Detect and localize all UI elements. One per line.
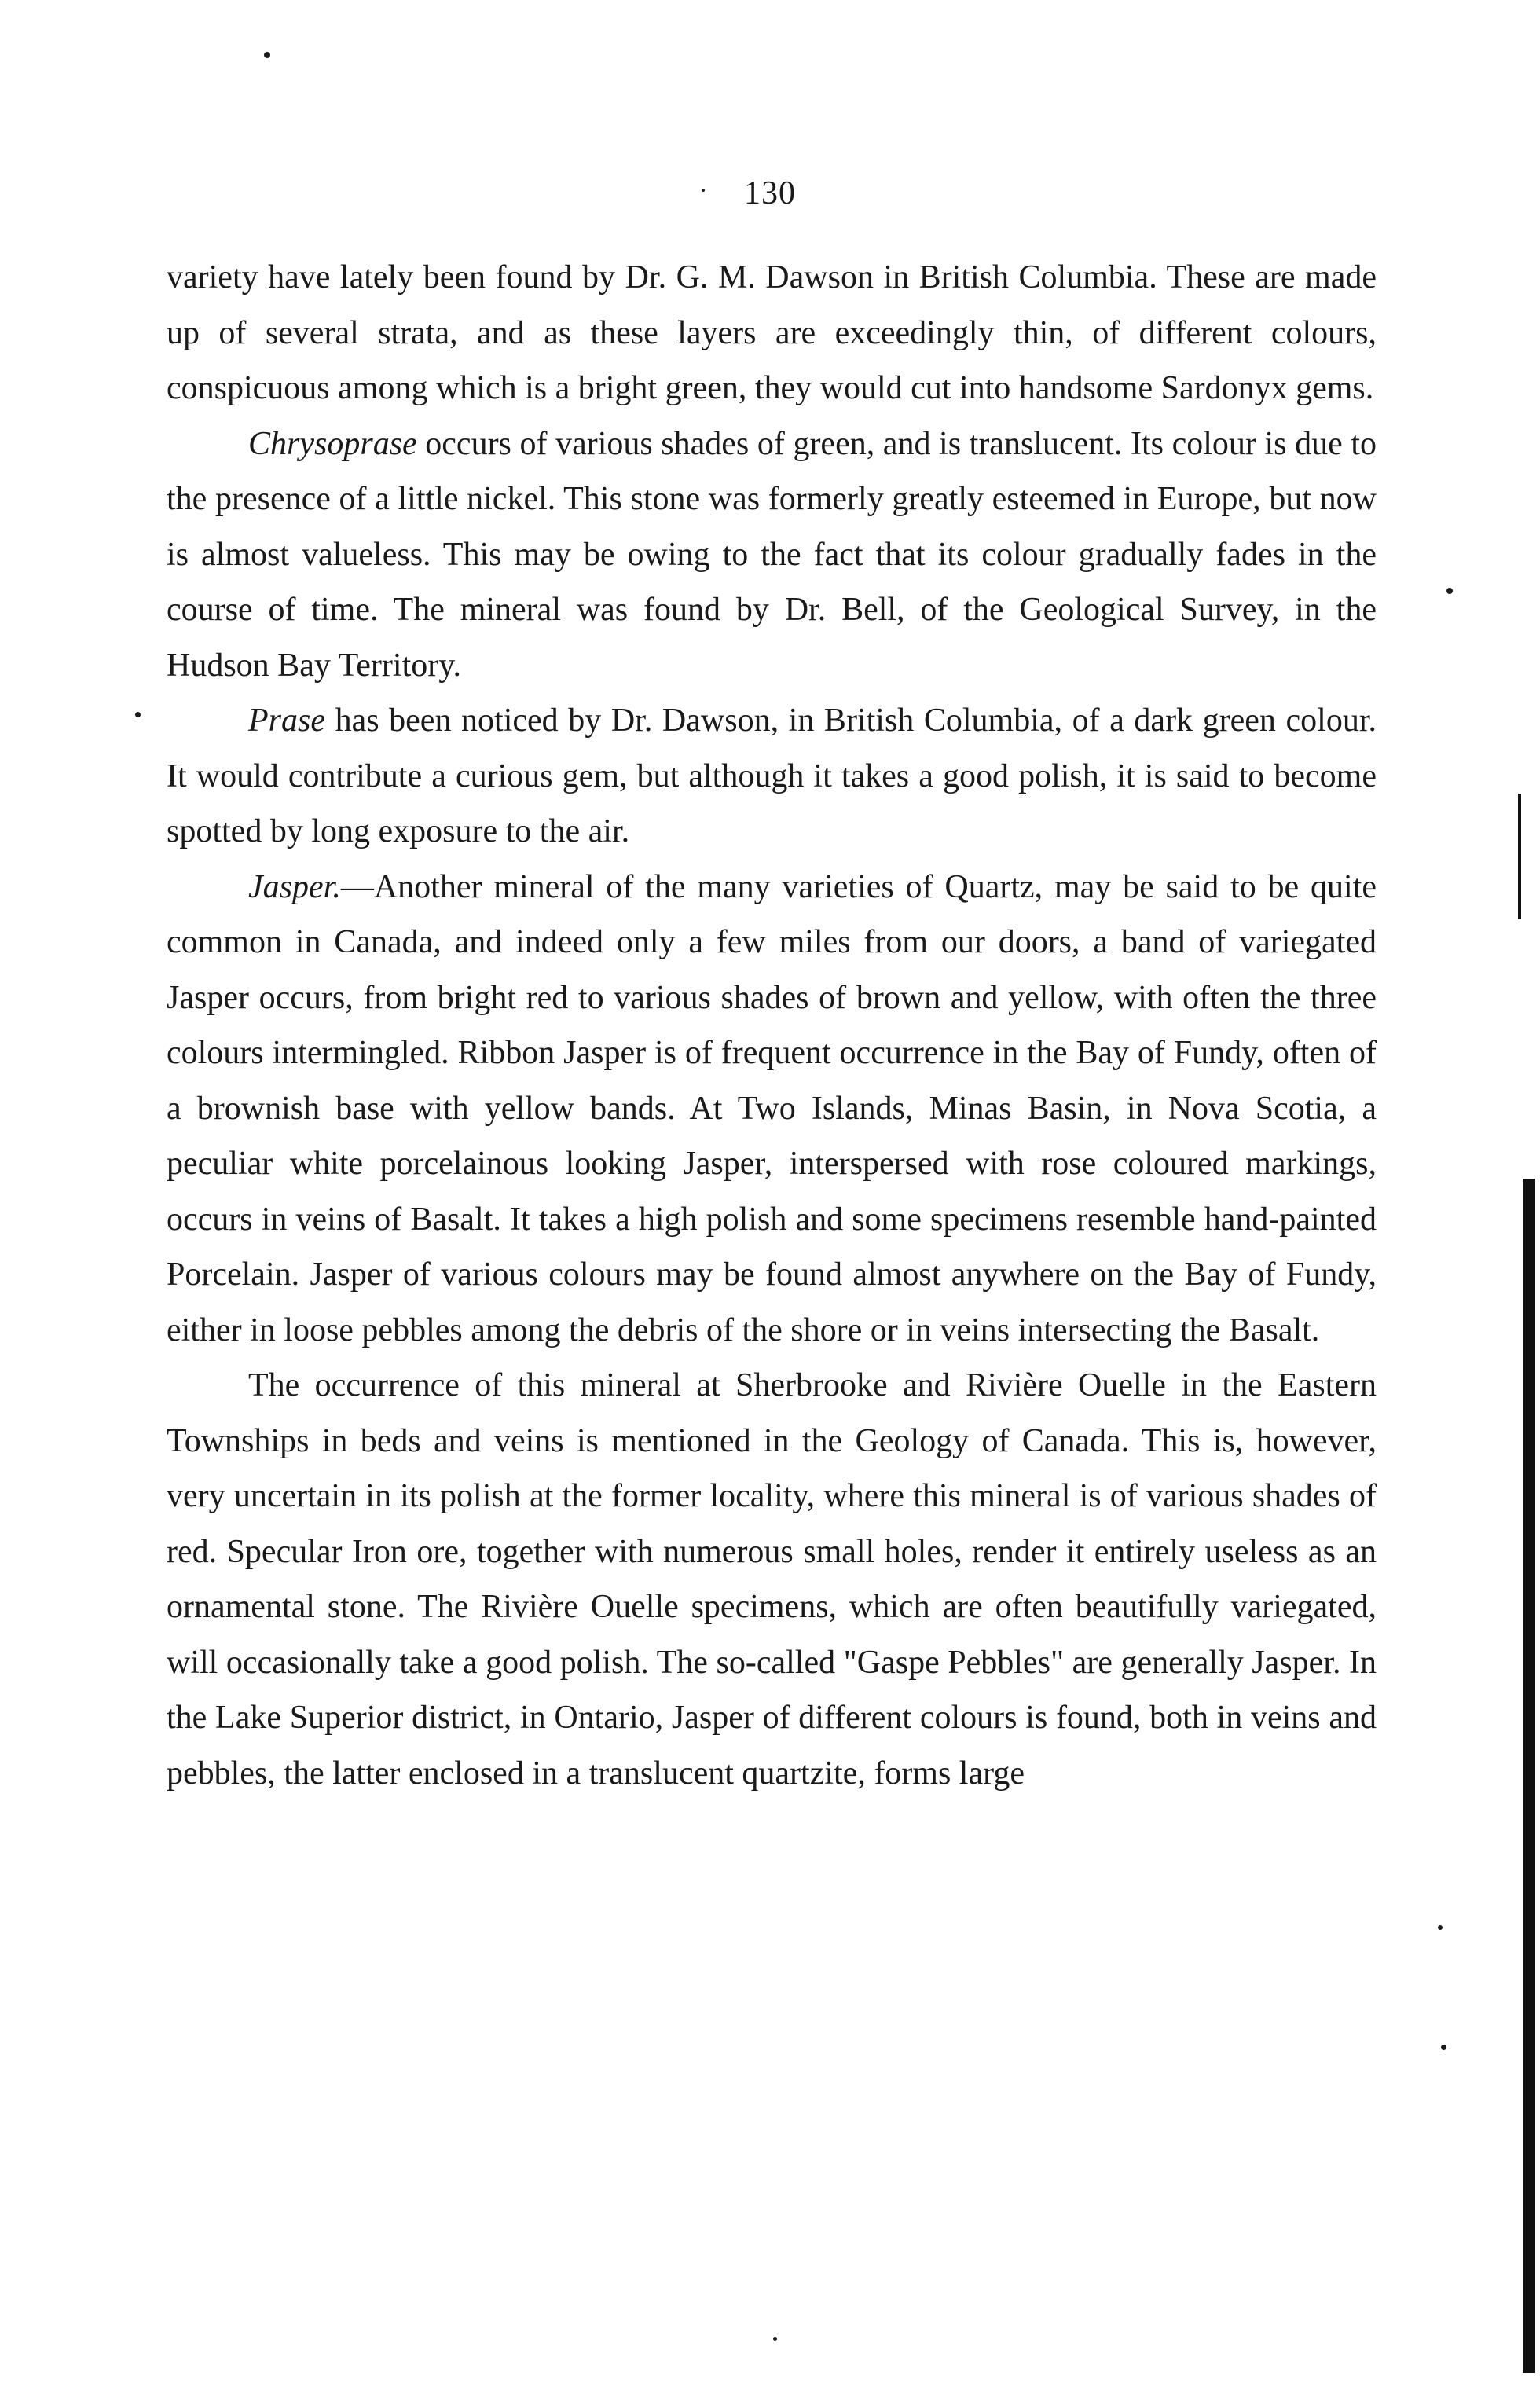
paragraph-chrysoprase <box>167 416 1377 694</box>
page-edge-line <box>1523 1179 1535 2373</box>
paragraph-prase <box>167 693 1377 860</box>
paragraph-text: has been noticed by Dr. Dawson, in British Columbia, of a dark green colour. It would contribute a curious gem, but although it takes a good polish, it is said to become spotted by long exposure to the air. <box>167 702 1377 849</box>
scan-speck <box>1441 2045 1446 2050</box>
page-edge-line <box>1518 794 1521 919</box>
body-text <box>167 250 1377 1801</box>
scan-speck <box>264 52 270 58</box>
term-jasper: Jasper. <box>248 868 341 905</box>
term-prase: Prase <box>248 702 325 739</box>
paragraph-text: —Another mineral of the many varieties of Quartz, may be said to be quite common in Canada, and indeed only a few miles from our doors, a band of variegated Jasper occurs, from bright red to various shades of brown and yellow, with often the three colours intermingled. Ribbon Jasper is of frequent occurrence in the Bay of Fundy, often of a brownish base with yellow bands. At Two Islands, Minas Basin, in Nova Scotia, a peculiar white porcelainous looking Jasper, interspersed with rose coloured markings, occurs in veins of Basalt. It takes a high polish and some specimens resemble hand-painted Porcelain. Jasper of various colours may be found almost anywhere on the Bay of Fundy, either in loose pebbles among the debris of the shore or in veins intersecting the Basalt. <box>167 868 1377 1348</box>
paragraph-text: occurs of various shades of green, and is translucent. Its colour is due to the presence of a little nickel. This stone was formerly greatly esteemed in Europe, but now is almost valueless. This may be owing to the fact that its colour gradually fades in the course of time. The mineral was found by Dr. Bell, of the Geological Survey, in the Hudson Bay Territory. <box>167 425 1377 684</box>
page-number: 130 <box>744 175 796 211</box>
paragraph-sardonyx <box>167 250 1377 416</box>
paragraph-jasper <box>167 860 1377 1359</box>
term-chrysoprase: Chrysoprase <box>248 425 417 462</box>
scan-speck <box>1446 588 1453 594</box>
scan-speck <box>1438 1925 1443 1930</box>
paragraph-text: The occurrence of this mineral at Sherbrooke and Rivière Ouelle in the Eastern Townships in beds and veins is mentioned in the Geology of Canada. This is, however, very uncertain in its polish at the former locality, where this mineral is of various shades of red. Specular Iron ore, together with numerous small holes, render it entirely useless as an ornamental stone. The Rivière Ouelle specimens, which are often beautifully variegated, will occasionally take a good polish. The so-called "Gaspe Pebbles" are generally Jasper. In the Lake Superior district, in Ontario, Jasper of different colours is found, both in veins and pebbles, the latter enclosed in a translucent quartzite, forms large <box>167 1367 1377 1792</box>
scan-speck <box>135 712 141 717</box>
paragraph-text: variety have lately been found by Dr. G. M. Dawson in British Columbia. These are made up of several strata, and as these layers are exceedingly thin, of different colours, conspicuous among which is a bright green, they would cut into handsome Sardonyx gems. <box>167 259 1377 406</box>
paragraph-jasper-localities <box>167 1358 1377 1801</box>
scan-speck <box>773 2337 777 2341</box>
